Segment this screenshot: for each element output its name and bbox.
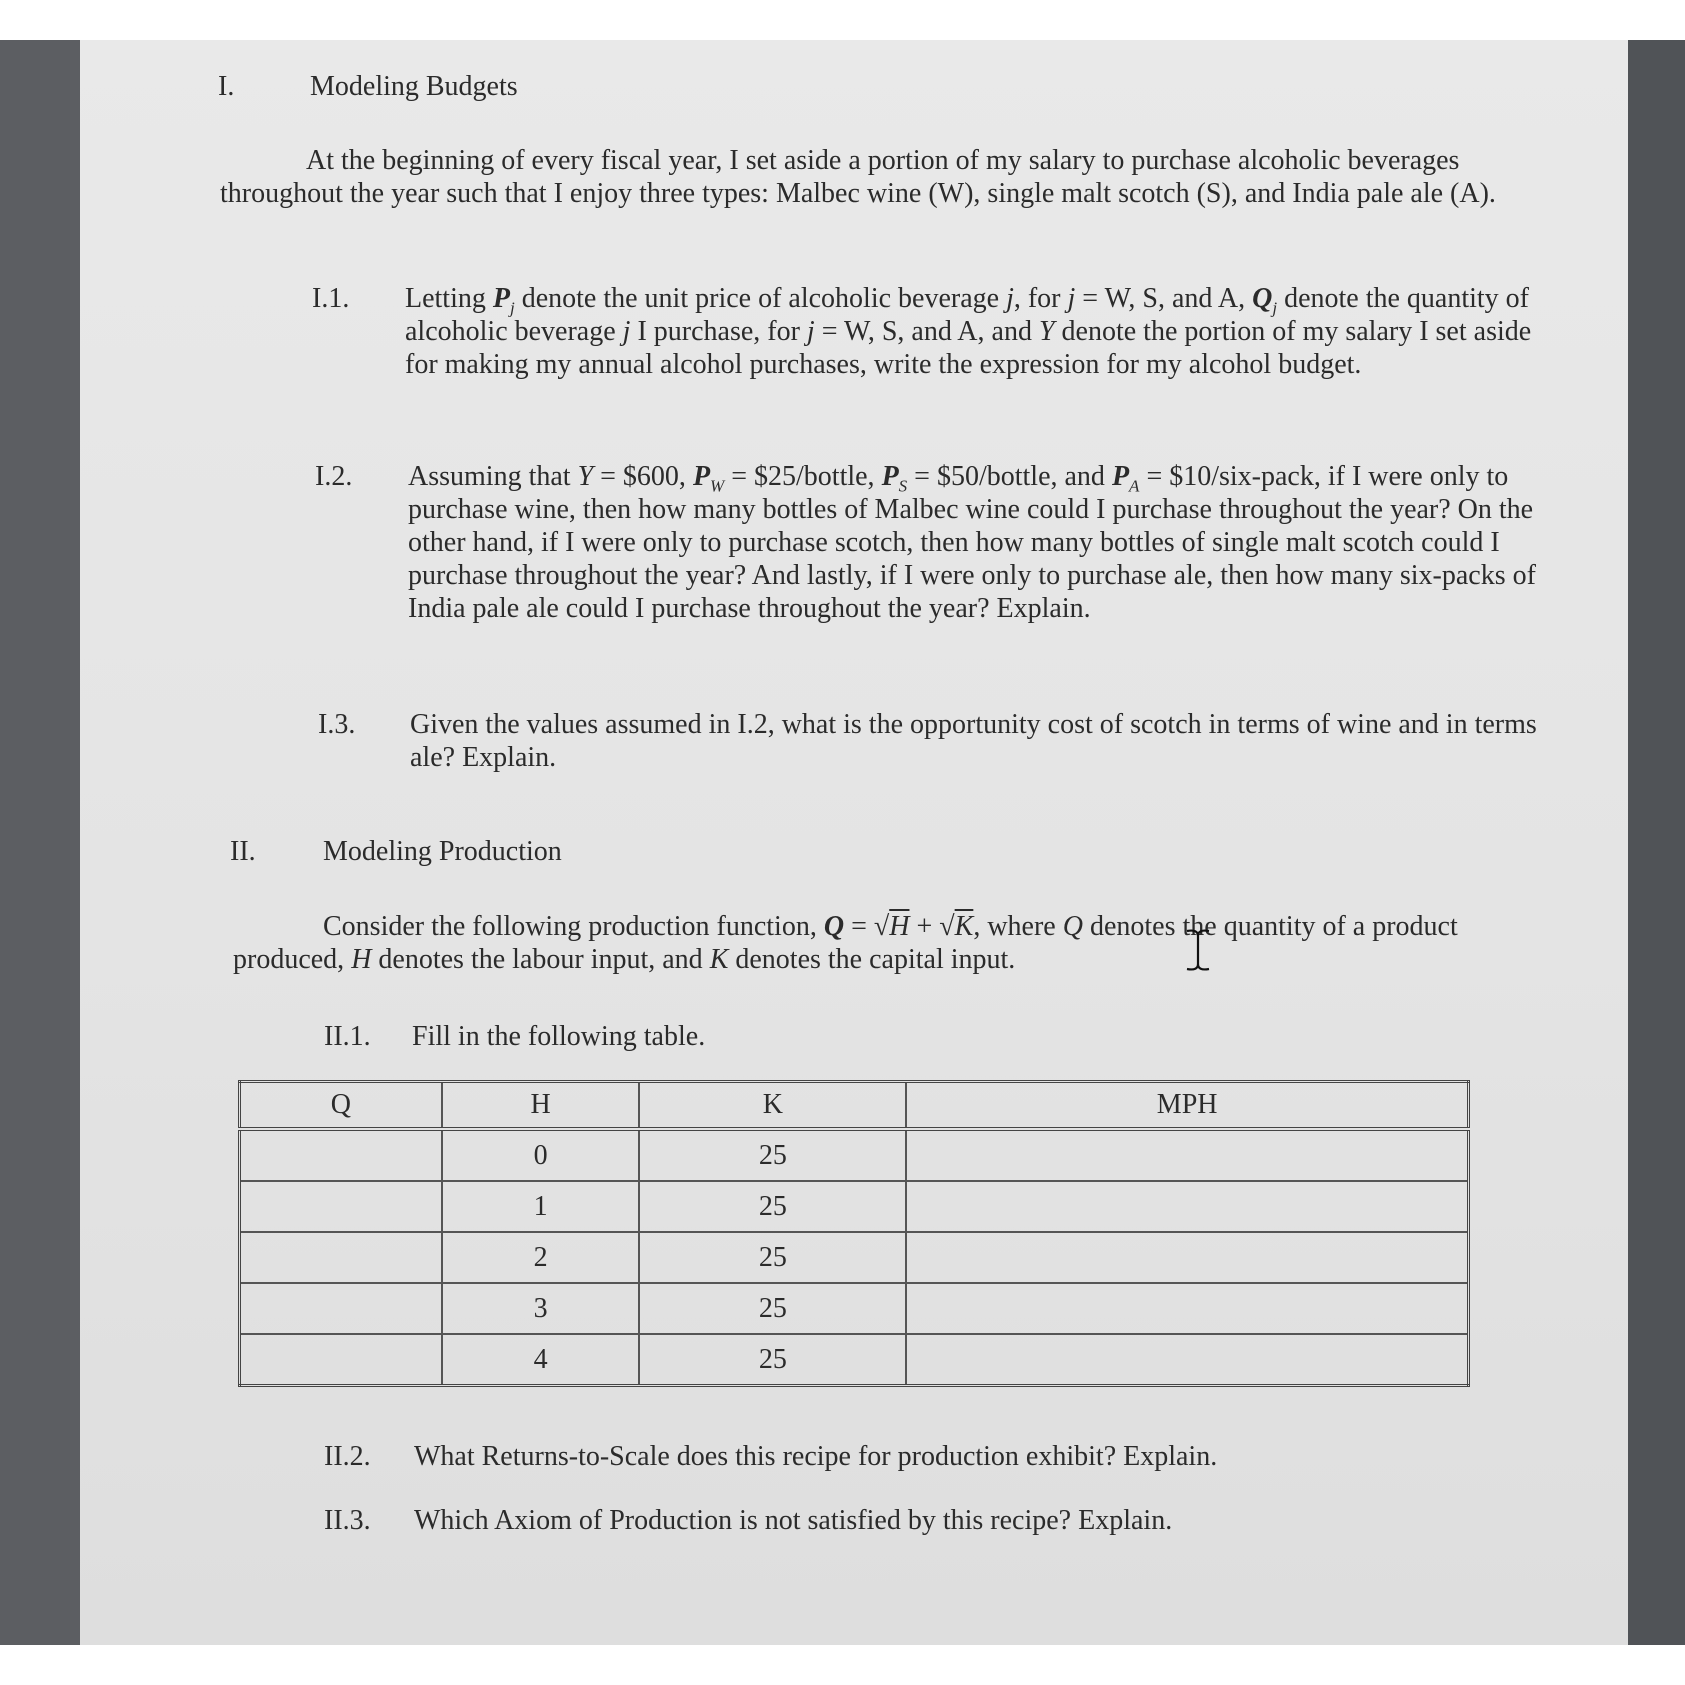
section-2-number: II. bbox=[230, 836, 256, 867]
cell-mph bbox=[906, 1181, 1468, 1232]
text-cursor-icon bbox=[1183, 928, 1213, 972]
question-2-3-text: Which Axiom of Production is not satisfied by this recipe? Explain. bbox=[414, 1505, 1173, 1536]
table-row bbox=[240, 1129, 1469, 1181]
question-2-2-text: What Returns-to-Scale does this recipe for production exhibit? Explain. bbox=[414, 1441, 1218, 1472]
monitor-bezel-right bbox=[1628, 40, 1685, 1645]
header-h: H bbox=[442, 1082, 640, 1130]
question-1-1-number: I.1. bbox=[312, 283, 350, 314]
question-1-1-text: Letting $P_j$ denote the unit price of alcoholic beverage j, for j = W, S, and A, $Q_j$ denote the quantity of alcoholic beverage j I purchase, for j = W, S, and A, and Y denote the portion of my salary I set aside for making my annual alcohol purchases, write the expression for my alcohol budget. bbox=[405, 283, 1532, 380]
question-2-3-number: II.3. bbox=[324, 1505, 371, 1536]
section-1-intro: At the beginning of every fiscal year, I set aside a portion of my salary to purchase alcoholic beverages throughout the year such that I enjoy three types: Malbec wine (W), single malt scotch (S), and India pale ale (A). bbox=[220, 145, 1496, 209]
table-row bbox=[240, 1232, 1469, 1283]
cell-q bbox=[240, 1232, 442, 1283]
section-2-heading: Modeling Production bbox=[323, 836, 562, 867]
section-1-heading: Modeling Budgets bbox=[310, 71, 518, 102]
cell-mph bbox=[906, 1232, 1468, 1283]
cell-q bbox=[240, 1181, 442, 1232]
cell-k: 25 bbox=[639, 1129, 906, 1181]
cell-h: 0 bbox=[442, 1129, 640, 1181]
cell-mph bbox=[906, 1283, 1468, 1334]
cell-k: 25 bbox=[639, 1283, 906, 1334]
question-1-3-text: Given the values assumed in I.2, what is the opportunity cost of scotch in terms of wine and in terms ale? Explain. bbox=[410, 709, 1537, 773]
table-header-row bbox=[240, 1082, 1469, 1130]
cell-h: 2 bbox=[442, 1232, 640, 1283]
table-row bbox=[240, 1283, 1469, 1334]
cell-k: 25 bbox=[639, 1334, 906, 1386]
cell-mph bbox=[906, 1129, 1468, 1181]
question-2-2-number: II.2. bbox=[324, 1441, 371, 1472]
cell-q bbox=[240, 1283, 442, 1334]
question-2-1-number: II.1. bbox=[324, 1021, 371, 1052]
document-page bbox=[80, 40, 1628, 1645]
production-table bbox=[238, 1080, 1470, 1387]
section-2-intro: Consider the following production function, Q = √H + √K, where Q denotes the quantity of a product produced, H denotes the labour input, and K denotes the capital input. bbox=[233, 911, 1458, 975]
question-1-2-text: Assuming that Y = $600, $P_W$ = $25/bottle, $P_S$ = $50/bottle, and $P_A$ = $10/six-pack, if I were only to purchase wine, then how many bottles of Malbec wine could I purchase throughout the year? On the other hand, if I were only to purchase scotch, then how many bottles of single malt scotch could I purchase throughout the year? And lastly, if I were only to purchase ale, then how many six-packs of India pale ale could I purchase throughout the year? Explain. bbox=[408, 461, 1536, 624]
header-k: K bbox=[639, 1082, 906, 1130]
table-row bbox=[240, 1334, 1469, 1386]
question-1-2-number: I.2. bbox=[315, 461, 353, 492]
table-row bbox=[240, 1181, 1469, 1232]
question-1-3-number: I.3. bbox=[318, 709, 356, 740]
cell-h: 1 bbox=[442, 1181, 640, 1232]
monitor-bezel-left bbox=[0, 40, 80, 1645]
cell-h: 4 bbox=[442, 1334, 640, 1386]
cell-q bbox=[240, 1334, 442, 1386]
section-1-number: I. bbox=[218, 71, 235, 102]
cell-h: 3 bbox=[442, 1283, 640, 1334]
cell-k: 25 bbox=[639, 1232, 906, 1283]
cell-q bbox=[240, 1129, 442, 1181]
cell-mph bbox=[906, 1334, 1468, 1386]
question-2-1-text: Fill in the following table. bbox=[412, 1021, 706, 1052]
header-q: Q bbox=[240, 1082, 442, 1130]
cell-k: 25 bbox=[639, 1181, 906, 1232]
header-mph: MPH bbox=[906, 1082, 1468, 1130]
